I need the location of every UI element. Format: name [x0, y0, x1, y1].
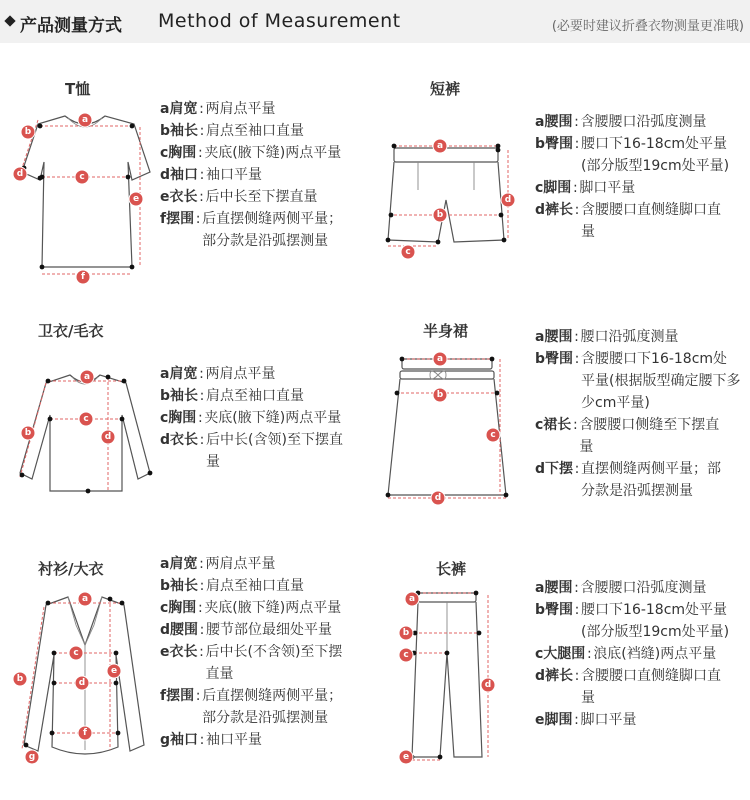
item-key: d裤长: [535, 668, 574, 684]
item-key: c胸围: [160, 145, 197, 161]
item-text: 浪底(裆缝)两点平量: [593, 646, 717, 662]
list-item: c脚围 : 脚口平量: [535, 177, 747, 199]
item-key: d腰围: [160, 622, 199, 638]
list-item: b臀围 : 腰口下16-18cm处平量 (部分版型19cm处平量): [535, 599, 747, 643]
item-key: e衣长: [160, 189, 198, 205]
item-key: b臀围: [535, 136, 574, 152]
item-key: f摆围: [160, 211, 195, 227]
shirt-marker-b: b: [16, 674, 24, 684]
item-text: 直摆侧缝两侧平量；部: [581, 461, 722, 477]
item-text: 夹底(腋下缝)两点平量: [204, 410, 342, 426]
list-item: b臀围 : 含腰腰口下16-18cm处 平量(根据版型确定腰下多少cm平量): [535, 348, 747, 414]
list-item: f摆围 : 后直摆侧缝两侧平量； 部分款是沿弧摆测量: [160, 685, 375, 729]
shorts-marker-a: a: [436, 141, 444, 151]
list-item: c裙长 : 含腰腰口侧缝至下摆直 量: [535, 414, 747, 458]
shorts-marker-b: b: [436, 210, 444, 220]
sweater-measure-list: [160, 363, 375, 473]
item-key: a肩宽: [160, 101, 198, 117]
shorts-diagram: [378, 130, 528, 265]
shirt-marker-e: e: [110, 666, 118, 676]
sweater-marker-c: c: [83, 414, 89, 424]
item-key: b袖长: [160, 123, 199, 139]
item-key: a腰围: [535, 580, 573, 596]
item-key: c胸围: [160, 410, 197, 426]
shirt-title: 衬衫/大衣: [38, 560, 104, 578]
skirt-marker-c: c: [490, 430, 496, 440]
header-note: (必要时建议折叠衣物测量更准哦): [551, 19, 744, 34]
shorts-marker-c: c: [405, 247, 411, 257]
sweater-marker-b: b: [24, 428, 32, 438]
item-text-cont: 量: [206, 454, 221, 470]
list-item: b袖长 : 肩点至袖口直量: [160, 120, 375, 142]
shirt-marker-c: c: [73, 648, 79, 658]
item-text: 腰口沿弧度测量: [580, 329, 679, 345]
pants-diagram: [392, 585, 507, 770]
sweater-diagram: [10, 365, 160, 500]
item-key: b臀围: [535, 351, 574, 367]
tshirt-marker-f: f: [81, 272, 85, 282]
pants-marker-e: e: [402, 752, 410, 762]
tshirt-marker-c: c: [79, 172, 85, 182]
item-text: 腰节部位最细处平量: [206, 622, 333, 638]
item-key: c胸围: [160, 600, 197, 616]
item-text: 脚口平量: [580, 712, 637, 728]
shirt-measure-list: [160, 553, 375, 751]
shirt-marker-a: a: [81, 594, 89, 604]
list-item: d袖口 : 袖口平量: [160, 164, 375, 186]
sweater-marker-d: d: [104, 432, 112, 442]
item-text-cont: 平量(根据版型确定腰下多少cm平量): [581, 373, 741, 411]
item-key: a肩宽: [160, 366, 198, 382]
item-text-cont: 量: [581, 690, 596, 706]
tshirt-marker-a: a: [81, 115, 89, 125]
item-text: 后中长至下摆直量: [205, 189, 318, 205]
item-text: 腰口下16-18cm处平量: [581, 602, 728, 618]
shorts-marker-d: d: [504, 195, 512, 205]
pants-marker-c: c: [403, 650, 409, 660]
item-text-cont: (部分版型19cm处平量): [581, 158, 730, 174]
item-text: 两肩点平量: [205, 366, 276, 382]
tshirt-marker-e: e: [132, 194, 140, 204]
skirt-title: 半身裙: [423, 322, 469, 340]
pants-title: 长裤: [436, 560, 467, 578]
item-key: a腰围: [535, 329, 573, 345]
item-key: c大腿围: [535, 646, 586, 662]
shirt-marker-f: f: [83, 728, 87, 738]
list-item: e脚围 : 脚口平量: [535, 709, 747, 731]
list-item: c胸围 : 夹底(腋下缝)两点平量: [160, 142, 375, 164]
list-item: a肩宽 : 两肩点平量: [160, 363, 375, 385]
item-text: 含腰腰口沿弧度测量: [580, 580, 707, 596]
list-item: e衣长 : 后中长(不含领)至下摆 直量: [160, 641, 375, 685]
item-text-cont: 量: [581, 224, 596, 240]
item-text-cont: 分款是沿弧摆测量: [581, 483, 694, 499]
list-item: b袖长 : 肩点至袖口直量: [160, 575, 375, 597]
list-item: d裤长 : 含腰腰口直侧缝脚口直 量: [535, 665, 747, 709]
list-item: b臀围 : 腰口下16-18cm处平量 (部分版型19cm处平量): [535, 133, 747, 177]
item-key: a肩宽: [160, 556, 198, 572]
sweater-marker-a: a: [83, 372, 91, 382]
list-item: d裤长 : 含腰腰口直侧缝脚口直 量: [535, 199, 747, 243]
diamond-icon: [4, 15, 15, 26]
item-text: 袖口平量: [206, 167, 263, 183]
list-item: d腰围 : 腰节部位最细处平量: [160, 619, 375, 641]
item-key: d衣长: [160, 432, 199, 448]
list-item: d下摆 : 直摆侧缝两侧平量；部 分款是沿弧摆测量: [535, 458, 747, 502]
item-text: 含腰腰口下16-18cm处: [581, 351, 728, 367]
list-item: c胸围 : 夹底(腋下缝)两点平量: [160, 407, 375, 429]
tshirt-diagram: [10, 102, 160, 287]
list-item: c胸围 : 夹底(腋下缝)两点平量: [160, 597, 375, 619]
tshirt-title: T恤: [65, 80, 91, 98]
item-text: 肩点至袖口直量: [206, 578, 305, 594]
shorts-measure-list: [535, 111, 747, 243]
item-key: b臀围: [535, 602, 574, 618]
item-key: c裙长: [535, 417, 572, 433]
list-item: a肩宽 : 两肩点平量: [160, 98, 375, 120]
list-item: a腰围 : 腰口沿弧度测量: [535, 326, 747, 348]
item-text: 含腰腰口侧缝至下摆直: [579, 417, 720, 433]
list-item: a肩宽 : 两肩点平量: [160, 553, 375, 575]
shirt-marker-g: g: [28, 752, 36, 762]
list-item: a腰围 : 含腰腰口沿弧度测量: [535, 111, 747, 133]
header-title-en: Method of Measurement: [158, 10, 401, 32]
item-text: 含腰腰口直侧缝脚口直: [581, 202, 722, 218]
item-key: e衣长: [160, 644, 198, 660]
list-item: a腰围 : 含腰腰口沿弧度测量: [535, 577, 747, 599]
item-key: e脚围: [535, 712, 573, 728]
header-bar: [0, 0, 750, 43]
item-key: c脚围: [535, 180, 572, 196]
item-text: 脚口平量: [579, 180, 636, 196]
item-text: 两肩点平量: [205, 556, 276, 572]
item-text: 夹底(腋下缝)两点平量: [204, 600, 342, 616]
skirt-diagram: [380, 345, 530, 505]
tshirt-marker-d: d: [16, 169, 24, 179]
item-text-cont: 部分款是沿弧摆测量: [202, 710, 329, 726]
skirt-measure-list: [535, 326, 747, 502]
tshirt-marker-b: b: [24, 127, 32, 137]
skirt-marker-a: a: [436, 354, 444, 364]
skirt-marker-d: d: [434, 493, 442, 503]
list-item: g袖口 : 袖口平量: [160, 729, 375, 751]
list-item: e衣长 : 后中长至下摆直量: [160, 186, 375, 208]
skirt-marker-b: b: [436, 390, 444, 400]
item-key: f摆围: [160, 688, 195, 704]
item-text: 后中长(不含领)至下摆: [205, 644, 343, 660]
header-title-cn: 产品测量方式: [20, 16, 122, 36]
shirt-diagram: [10, 585, 160, 770]
item-text: 肩点至袖口直量: [206, 123, 305, 139]
sweater-title: 卫衣/毛衣: [38, 322, 104, 340]
item-text: 含腰腰口沿弧度测量: [580, 114, 707, 130]
item-text: 两肩点平量: [205, 101, 276, 117]
tshirt-measure-list: [160, 98, 375, 252]
item-text: 后直摆侧缝两侧平量；: [202, 688, 343, 704]
item-text: 后中长(含领)至下摆直: [206, 432, 343, 448]
item-key: b袖长: [160, 578, 199, 594]
item-key: d裤长: [535, 202, 574, 218]
item-text: 腰口下16-18cm处平量: [581, 136, 728, 152]
item-key: d袖口: [160, 167, 199, 183]
shirt-marker-d: d: [78, 678, 86, 688]
list-item: f摆围 : 后直摆侧缝两侧平量； 部分款是沿弧摆测量: [160, 208, 375, 252]
pants-marker-a: a: [408, 594, 416, 604]
item-text: 袖口平量: [206, 732, 263, 748]
item-key: a腰围: [535, 114, 573, 130]
list-item: c大腿围 : 浪底(裆缝)两点平量: [535, 643, 747, 665]
list-item: d衣长 : 后中长(含领)至下摆直 量: [160, 429, 375, 473]
item-text-cont: 直量: [205, 666, 234, 682]
item-key: g袖口: [160, 732, 199, 748]
pants-marker-d: d: [484, 680, 492, 690]
item-text-cont: 部分款是沿弧摆测量: [202, 233, 329, 249]
item-text: 夹底(腋下缝)两点平量: [204, 145, 342, 161]
item-text: 后直摆侧缝两侧平量；: [202, 211, 343, 227]
item-key: d下摆: [535, 461, 574, 477]
item-text: 含腰腰口直侧缝脚口直: [581, 668, 722, 684]
item-key: b袖长: [160, 388, 199, 404]
list-item: b袖长 : 肩点至袖口直量: [160, 385, 375, 407]
item-text-cont: 量: [579, 439, 594, 455]
shorts-title: 短裤: [430, 80, 461, 98]
pants-marker-b: b: [402, 628, 410, 638]
pants-measure-list: [535, 577, 747, 731]
item-text-cont: (部分版型19cm处平量): [581, 624, 730, 640]
item-text: 肩点至袖口直量: [206, 388, 305, 404]
